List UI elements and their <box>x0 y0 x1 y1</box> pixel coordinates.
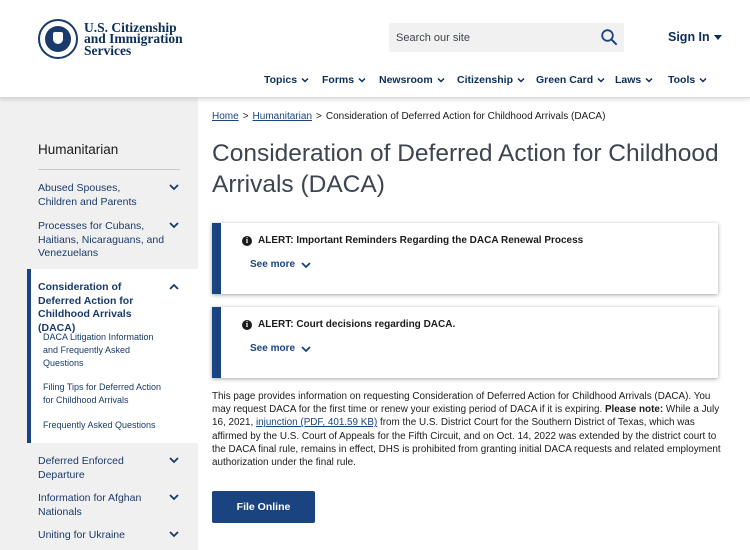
chevron-down-icon <box>301 76 309 84</box>
injunction-pdf-link[interactable]: injunction (PDF, 401.59 KB) <box>255 417 378 429</box>
uscis-logo[interactable] <box>38 19 183 59</box>
alert-renewal-reminders <box>212 223 718 294</box>
alert-header <box>242 319 455 330</box>
alert-header <box>242 235 583 246</box>
alert-title: ALERT: Court decisions regarding DACA. <box>258 319 456 330</box>
alert-court-decisions <box>212 307 718 378</box>
alert-title: ALERT: Important Reminders Regarding the DACA Renewal Process <box>258 235 584 246</box>
nav-tools[interactable] <box>668 74 707 86</box>
intro-text-2: While a July 16, 2021, <box>212 404 720 429</box>
breadcrumb-humanitarian-link[interactable]: Humanitarian <box>252 111 313 122</box>
nav-laws[interactable] <box>615 74 668 86</box>
see-more-button[interactable] <box>250 259 311 270</box>
sidebar-item-label: Processes for Cubans, Haitians, Nicaraguans, and Venezuelans <box>38 220 165 259</box>
chevron-down-icon[interactable] <box>168 492 180 502</box>
nav-newsroom[interactable] <box>379 74 457 86</box>
breadcrumb-home-link[interactable]: Home <box>212 111 239 122</box>
nav-citizenship[interactable] <box>457 74 536 86</box>
chevron-down-icon <box>437 76 445 84</box>
logo-line-3: Services <box>84 42 132 58</box>
sidebar-item-afghan-nationals[interactable] <box>38 492 188 519</box>
sidebar-item-label: Uniting for Ukraine <box>38 529 125 541</box>
nav-label: Newsroom <box>379 74 433 86</box>
info-icon: i <box>242 320 252 330</box>
search-box <box>389 23 624 52</box>
site-header <box>0 0 750 98</box>
intro-text-3: from the U.S. District Court for the Southern District of Texas, which was affirmed by the U.S. Court of Appeals for the Fifth Circuit, and on Oct. 14, 2022 was extended by the district court to the DACA final rule, remains in effect, DHS is prohibited from granting initial DACA requests and related employment authorization under the final rule. <box>212 417 721 469</box>
nav-label: Topics <box>264 74 298 86</box>
breadcrumb <box>212 111 605 122</box>
file-online-button[interactable]: File Online <box>212 491 315 523</box>
intro-text-1: This page provides information on requesting Consideration of Deferred Action for Childhood Arrivals (DACA). You may request DACA for the first time or renew your existing period of DACA if it is expiring. <box>212 391 711 416</box>
chevron-down-icon <box>301 261 311 269</box>
see-more-button[interactable] <box>250 343 311 354</box>
nav-label: Laws <box>615 74 642 86</box>
logo-text <box>84 19 183 58</box>
sidebar <box>0 98 198 550</box>
page-title: Consideration of Deferred Action for Childhood Arrivals (DACA) <box>212 140 719 198</box>
chevron-down-icon <box>699 76 707 84</box>
info-icon: i <box>242 236 252 246</box>
dhs-seal-icon <box>38 19 78 59</box>
sidebar-item-abused-spouses[interactable] <box>38 182 188 209</box>
see-more-label: See more <box>250 259 296 270</box>
nav-label: Green Card <box>536 74 594 86</box>
sidebar-item-label: Deferred Enforced Departure <box>38 455 124 481</box>
sidebar-subitem-faq[interactable]: Frequently Asked Questions <box>43 420 156 430</box>
search-icon[interactable] <box>600 28 618 46</box>
breadcrumb-separator: > <box>242 111 249 122</box>
logo-line-1: U.S. Citizenship <box>84 19 177 35</box>
sidebar-subitem-litigation[interactable]: DACA Litigation Information and Frequently Asked Questions <box>43 332 154 368</box>
see-more-label: See more <box>250 343 296 354</box>
chevron-down-icon <box>301 345 311 353</box>
breadcrumb-separator: > <box>316 111 322 122</box>
nav-topics[interactable] <box>264 74 322 86</box>
sidebar-item-processes[interactable] <box>38 220 188 261</box>
chevron-down-icon <box>517 76 525 84</box>
sidebar-item-label: Abused Spouses, Children and Parents <box>38 182 137 208</box>
sidebar-title: Humanitarian <box>38 142 119 157</box>
search-input[interactable] <box>389 23 589 52</box>
main-nav <box>264 74 707 86</box>
sign-in-button[interactable] <box>668 30 722 44</box>
chevron-down-icon <box>358 76 366 84</box>
please-note-label: Please note: <box>604 404 664 416</box>
chevron-down-icon <box>645 76 653 84</box>
sidebar-active-label[interactable]: Consideration of Deferred Action for Childhood Arrivals (DACA) <box>38 281 134 334</box>
sidebar-item-daca-active <box>27 269 198 443</box>
chevron-down-icon[interactable] <box>168 182 180 192</box>
chevron-down-icon[interactable] <box>168 455 180 465</box>
sidebar-divider <box>38 169 180 170</box>
sidebar-item-label: Information for Afghan Nationals <box>38 492 142 518</box>
chevron-down-icon <box>597 76 605 84</box>
nav-label: Tools <box>668 74 696 86</box>
sign-in-label: Sign In <box>668 30 710 44</box>
caret-down-icon <box>714 35 722 40</box>
sidebar-item-deferred-enforced-departure[interactable] <box>38 455 188 482</box>
nav-green-card[interactable] <box>536 74 615 86</box>
logo-line-2: and Immigration <box>84 31 183 47</box>
nav-forms[interactable] <box>322 74 379 86</box>
nav-label: Citizenship <box>457 74 514 86</box>
sidebar-item-uniting-for-ukraine[interactable] <box>38 529 188 543</box>
sidebar-subitem-filing-tips[interactable]: Filing Tips for Deferred Action for Childhood Arrivals <box>43 382 162 405</box>
intro-paragraph <box>212 390 724 469</box>
breadcrumb-current: Consideration of Deferred Action for Childhood Arrivals (DACA) <box>325 111 606 122</box>
chevron-down-icon[interactable] <box>168 529 180 539</box>
chevron-up-icon[interactable] <box>168 282 180 292</box>
chevron-down-icon[interactable] <box>168 220 180 230</box>
nav-label: Forms <box>322 74 355 86</box>
